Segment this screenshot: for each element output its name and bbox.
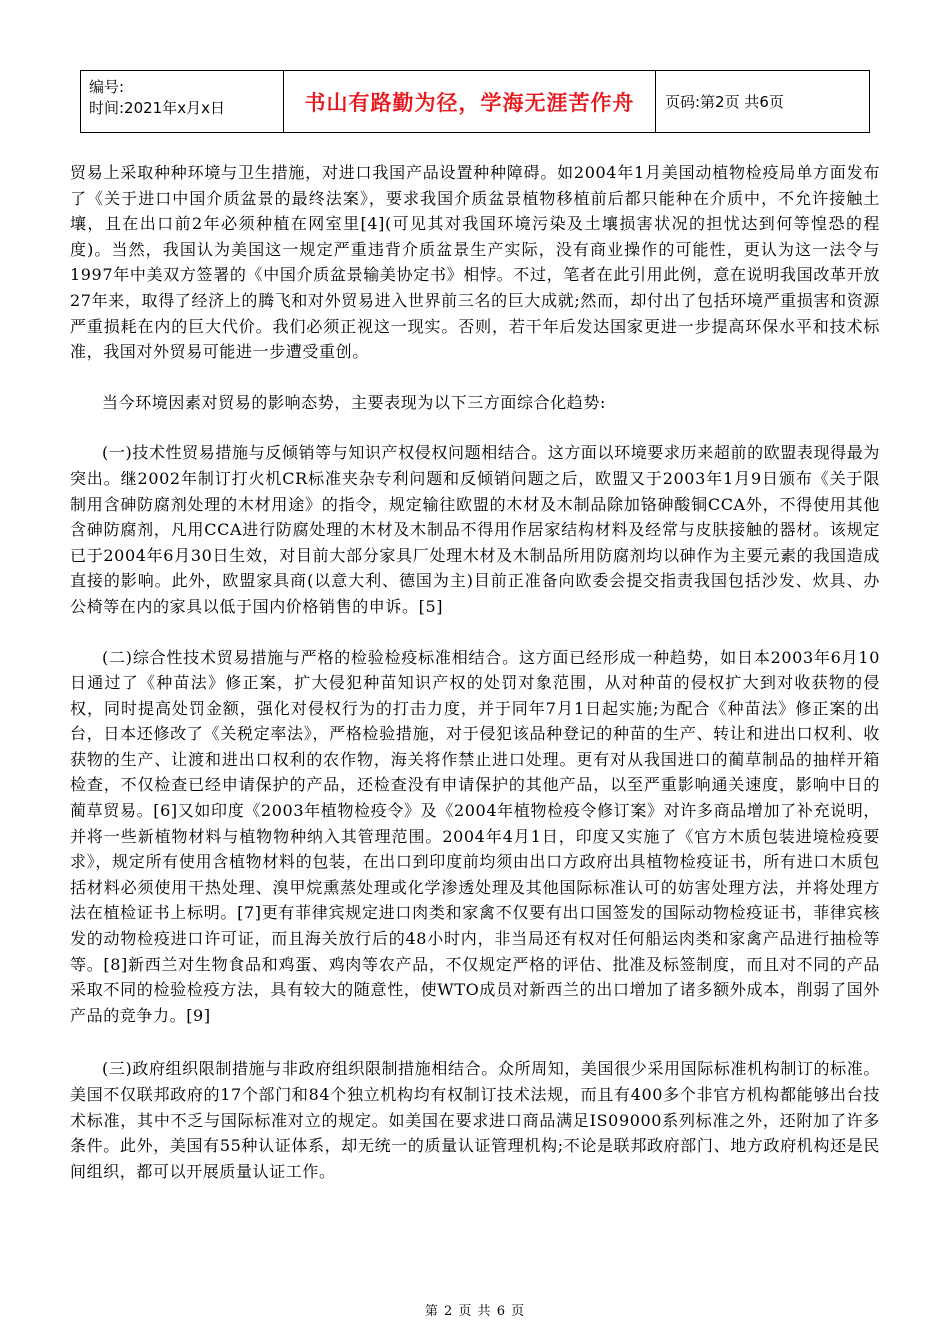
paragraph-continuation: 贸易上采取种种环境与卫生措施，对进口我国产品设置种种障碍。如2004年1月美国动植物检疫局单方面发布了《关于进口中国介质盆景的最终法案》，要求我国介质盆景植物移植前后都只能种在介质中，不允许接触土壤，且在出口前2年必须种植在网室里[4](可见其对我国环境污染及土壤损害状况的担忧达到何等惶恐的程度)。当然，我国认为美国这一规定严重违背介质盆景生产实际，没有商业操作的可能性，更认为这一法令与1997年中美双方签署的《中国介质盆景输美协定书》相悖。不过，笔者在此引用此例，意在说明我国改革开放27年来，取得了经济上的腾飞和对外贸易进入世界前三名的巨大成就;然而，却付出了包括环境严重损害和资源严重损耗在内的巨大代价。我们必须正视这一现实。否则，若干年后发达国家更进一步提高环保水平和技术标准，我国对外贸易可能进一步遭受重创。 [70,163,880,362]
header-page-info: 页码:第2页 共6页 [665,93,784,111]
paragraph-trend-3: (三)政府组织限制措施与非政府组织限制措施相结合。众所周知，美国很少采用国际标准机构制订的标准。美国不仅联邦政府的17个部门和84个独立机构均有权制订技术法规，而且有400多个非官方机构都能够出台技术标准，其中不乏与国际标准对立的规定。如美国在要求进口商品满足IS09000系列标准之外，还附加了许多条件。此外，美国有55种认证体系，却无统一的质量认证管理机构;不论是联邦政府部门、地方政府机构还是民间组织，都可以开展质量认证工作。 [70,1059,880,1181]
time-label: 时间:2021年x月x日 [89,99,225,117]
paragraph-intro: 当今环境因素对贸易的影响态势，主要表现为以下三方面综合化趋势: [102,392,606,412]
paragraph-trend-2: (二)综合性技术贸易措施与严格的检验检疫标准相结合。这方面已经形成一种趋势，如日本2003年6月10日通过了《种苗法》修正案，扩大侵犯种苗知识产权的处罚对象范围，从对种苗的侵权扩大到对收获物的侵权，同时提高处罚金额，强化对侵权行为的打击力度，并于同年7月1日起实施;为配合《种苗法》修正案的出台，日本还修改了《关税定率法》，严格检验措施，对于侵犯该品种登记的种苗的生产、转让和进出口权利、收获物的生产、让渡和进出口权利的农作物，海关将作禁止进口处理。更有对从我国进口的蔺草制品的抽样开箱检查，不仅检查已经申请保护的产品，还检查没有申请保护的其他产品，以至严重影响通关速度，影响中日的蔺草贸易。[6]又如印度《2003年植物检疫令》及《2004年植物检疫令修订案》对许多商品增加了补充说明，并将一些新植物材料与植物物种纳入其管理范围。2004年4月1日，印度又实施了《官方木质包装进境检疫要求》，规定所有使用含植物材料的包装，在出口到印度前均须由出口方政府出具植物检疫证书，所有进口木质包括材料必须使用干热处理、溴甲烷熏蒸处理或化学渗透处理及其他国际标准认可的妨害处理方法，并将处理方法在植检证书上标明。[7]更有菲律宾规定进口肉类和家禽不仅要有出口国签发的国际动物检疫证书，菲律宾核发的动物检疫进口许可证，而且海关放行后的48小时内，非当局还有权对任何船运肉类和家禽产品进行抽检等等。[8]新西兰对生物食品和鸡蛋、鸡肉等农产品，不仅规定严格的评估、批准及标签制度，而且对不同的产品采取不同的检验检疫方法，具有较大的随意性，使WTO成员对新西兰的出口增加了诸多额外成本，削弱了国外产品的竞争力。[9] [70,647,880,1025]
page-footer: 第 2 页 共 6 页 [424,1304,526,1319]
number-label: 编号: [89,78,125,96]
paragraph-trend-1: (一)技术性贸易措施与反倾销等与知识产权侵权问题相结合。这方面以环境要求历来超前的欧盟表现得最为突出。继2002年制订打火机CR标准夹杂专利问题和反倾销问题之后，欧盟又于2003年1月9日颁布《关于限制用含砷防腐剂处理的木材用途》的指令，规定输往欧盟的木材及木制品除加铬砷酸铜CCA外，不得使用其他含砷防腐剂，凡用CCA进行防腐处理的木材及木制品不得用作居家结构材料及经常与皮肤接触的器材。该规定已于2004年6月30日生效，对目前大部分家具厂处理木材及木制品所用防腐剂均以砷作为主要元素的我国造成直接的影响。此外，欧盟家具商(以意大利、德国为主)目前正准备向欧委会提交指责我国包括沙发、炊具、办公椅等在内的家具以低于国内价格销售的申诉。[5] [70,443,880,616]
document-body [70,160,880,1209]
header-motto: 书山有路勤为径，学海无涯苦作舟 [284,71,656,132]
header-meta [81,71,284,132]
document-header [80,70,870,133]
